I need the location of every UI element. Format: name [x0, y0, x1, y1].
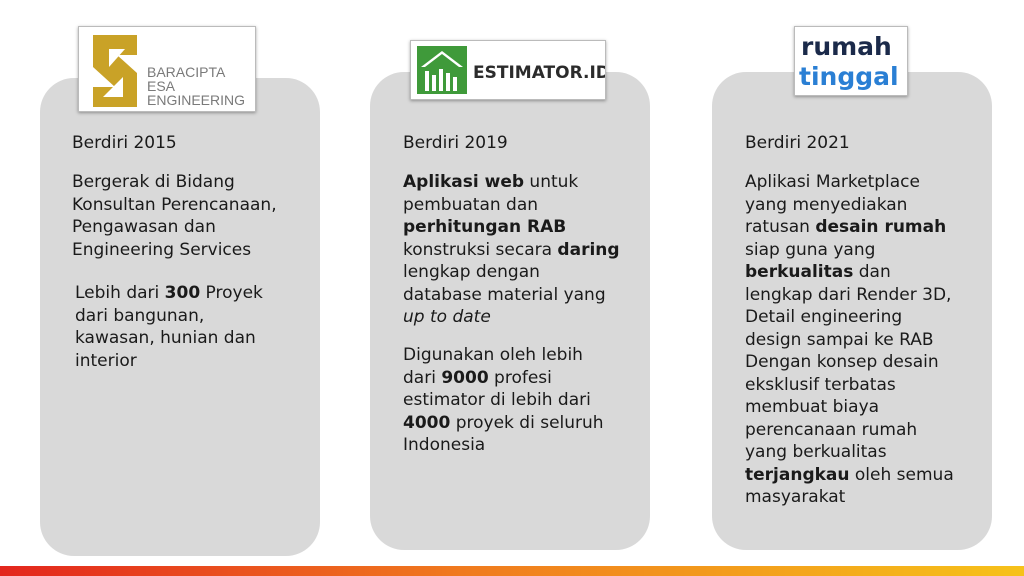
col2-line: Digunakan oleh lebih — [403, 345, 583, 365]
col3-bold-text: berkualitas — [745, 262, 854, 282]
col2-bold-text: daring — [557, 239, 620, 260]
col2-bold-text: Aplikasi web — [403, 172, 525, 192]
col1-stat-text: Proyek — [200, 283, 263, 303]
baracipta-mark-icon — [79, 27, 255, 111]
col1-founded: Berdiri 2015 — [72, 133, 177, 153]
col3-line: siap guna yang — [745, 239, 876, 260]
rumahtinggal-mark-icon — [795, 27, 907, 95]
col3-line: Dengan konsep desain — [745, 352, 939, 372]
baracipta-line3: ENGINEERING — [147, 92, 246, 108]
col2-line: estimator di lebih dari — [403, 390, 591, 410]
col1-stat-line: kawasan, hunian dan — [75, 328, 256, 348]
col2-italic-text: up to date — [403, 307, 491, 327]
col3-bold-text: terjangkau — [745, 464, 850, 485]
col1-desc-line: Konsultan Perencanaan, — [72, 194, 277, 215]
baracipta-line2: ESA — [147, 78, 176, 94]
col2-text: profesi — [488, 367, 552, 388]
bottom-gradient-bar — [0, 566, 1024, 576]
col3-bold-text: desain rumah — [815, 217, 947, 237]
col2-paragraph1 — [403, 171, 620, 329]
col2-text: untuk — [524, 172, 579, 192]
col3-line: eksklusif terbatas — [745, 374, 896, 395]
col1-stat-number: 300 — [164, 283, 201, 303]
col2-founded: Berdiri 2019 — [403, 133, 508, 153]
estimator-mark-icon — [411, 41, 605, 99]
rumahtinggal-logo — [794, 26, 908, 96]
col2-text: proyek di seluruh — [450, 412, 604, 433]
col3-line: design sampai ke RAB — [745, 329, 934, 350]
col2-text: konstruksi secara — [403, 239, 558, 260]
col1-stat-text: Lebih dari — [75, 283, 165, 303]
col3-line: lengkap dari Render 3D, — [745, 284, 952, 305]
col3-founded: Berdiri 2021 — [745, 133, 850, 153]
col1-description — [72, 171, 277, 261]
col1-desc-line: Pengawasan dan — [72, 217, 216, 237]
col2-bold-text: 4000 — [403, 412, 451, 433]
col2-bold-text: perhitungan RAB — [403, 217, 567, 237]
col1-desc-line: Bergerak di Bidang — [72, 172, 235, 192]
baracipta-line1: BARACIPTA — [147, 64, 226, 80]
col3-line: membuat biaya — [745, 397, 880, 417]
rumahtinggal-line1: rumah — [801, 32, 892, 61]
col2-paragraph2 — [403, 344, 604, 457]
col2-text: dari — [403, 367, 442, 388]
estimator-logo — [410, 40, 606, 100]
rumahtinggal-line2: tinggal — [799, 62, 899, 91]
col3-text: oleh semua — [849, 464, 954, 485]
estimator-wordmark: ESTIMATOR.ID — [473, 63, 605, 83]
col1-desc-line: Engineering Services — [72, 239, 252, 260]
col3-line: Aplikasi Marketplace — [745, 172, 920, 192]
col1-stat — [75, 282, 263, 372]
col2-line: Indonesia — [403, 435, 486, 455]
col3-line: yang menyediakan — [745, 194, 908, 215]
baracipta-logo — [78, 26, 256, 112]
col3-line: yang berkualitas — [745, 442, 887, 462]
col3-text: ratusan — [745, 217, 816, 237]
col2-bold-text: 9000 — [441, 367, 489, 388]
col2-line: pembuatan dan — [403, 194, 539, 215]
col3-line: Detail engineering — [745, 307, 903, 327]
col3-paragraph — [745, 171, 954, 509]
col2-line: lengkap dengan — [403, 262, 540, 282]
col3-line: perencanaan rumah — [745, 419, 918, 440]
col3-line: masyarakat — [745, 487, 846, 507]
col1-stat-line: interior — [75, 350, 137, 371]
col1-stat-line: dari bangunan, — [75, 305, 205, 326]
col2-line: database material yang — [403, 284, 606, 305]
col3-text: dan — [853, 262, 891, 282]
